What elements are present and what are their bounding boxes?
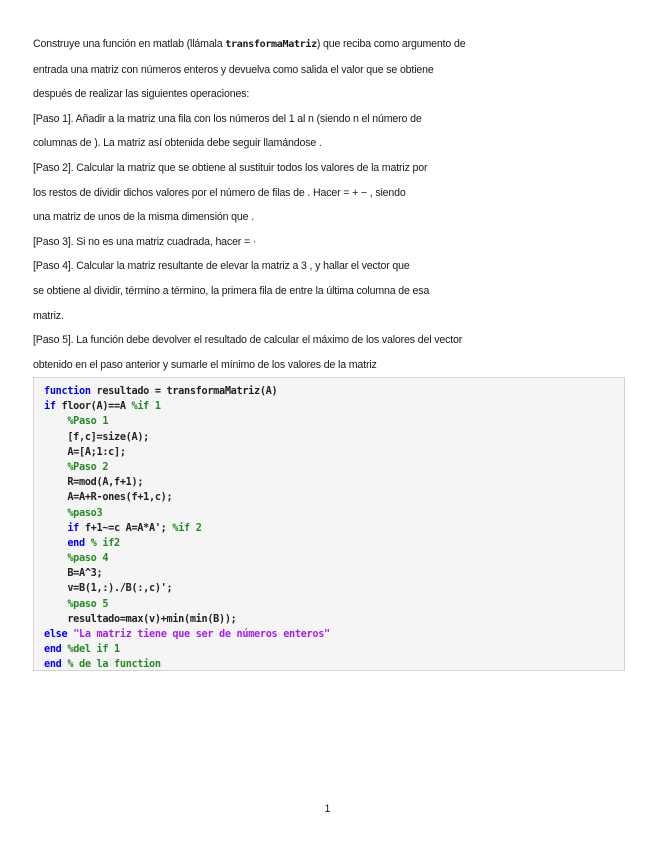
code-line: %paso 4	[67, 553, 109, 565]
code-line: B=A^3;	[44, 568, 103, 580]
code-line: %paso 5	[67, 598, 109, 610]
code-line: [f,c]=size(A);	[44, 431, 150, 443]
paragraph-line: se obtiene al dividir, término a término, la primera fila de entre la última columna de esa	[33, 284, 430, 297]
code-line: %Paso 1	[67, 416, 109, 428]
paragraph-line: [Paso 5]. La función debe devolver el resultado de calcular el máximo de los valores del vector	[33, 334, 463, 347]
code-line: end % de la function	[44, 659, 161, 671]
paragraph-line: [Paso 2]. Calcular la matriz que se obtiene al sustituir todos los valores de la matriz por	[33, 161, 428, 174]
paragraph-line: entrada una matriz con números enteros y devuelva como salida el valor que se obtiene	[33, 63, 434, 76]
matlab-code	[44, 384, 330, 673]
code-block	[33, 377, 625, 671]
code-line: R=mod(A,f+1);	[44, 477, 144, 489]
code-line: if floor(A)==A %if 1	[44, 401, 161, 413]
paragraph-line: [Paso 4]. Calcular la matriz resultante de elevar la matriz a 3 , y hallar el vector que	[33, 260, 410, 273]
paragraph-line: después de realizar las siguientes operaciones:	[33, 88, 250, 101]
paragraph-line: [Paso 3]. Si no es una matriz cuadrada, hacer = ·	[33, 235, 257, 248]
code-line: end % if2	[67, 537, 120, 549]
paragraph-line: una matriz de unos de la misma dimensión que .	[33, 211, 254, 224]
code-line: function resultado = transformaMatriz(A)	[44, 386, 278, 397]
code-line: resultado=max(v)+min(min(B));	[44, 613, 237, 625]
code-line: end %del if 1	[44, 644, 120, 656]
code-line: A=A+R-ones(f+1,c);	[44, 492, 173, 504]
code-line: v=B(1,:)./B(:,c)';	[44, 583, 173, 595]
code-line: A=[A;1:c];	[44, 446, 126, 458]
problem-statement	[33, 32, 633, 377]
paragraph-line: obtenido en el paso anterior y sumarle el mínimo de los valores de la matriz	[33, 358, 377, 371]
page-number: 1	[324, 803, 331, 815]
function-name: transformaMatriz	[225, 39, 317, 50]
code-line: %Paso 2	[67, 461, 109, 473]
paragraph-line: columnas de ). La matriz así obtenida debe seguir llamándose .	[33, 137, 322, 150]
paragraph-line: los restos de dividir dichos valores por el número de filas de . Hacer = + − , siendo	[33, 186, 406, 199]
paragraph-line: [Paso 1]. Añadir a la matriz una fila con los números del 1 al n (siendo n el número de	[33, 112, 422, 125]
code-line: if f+1~=c A=A*A'; %if 2	[67, 522, 202, 534]
code-line: else "La matriz tiene que ser de números enteros"	[44, 629, 330, 640]
paragraph-line: Construye una función en matlab (llámala transformaMatriz) que reciba como argumento de	[33, 38, 466, 50]
code-line: %paso3	[67, 507, 103, 519]
paragraph-line: matriz.	[33, 309, 64, 322]
